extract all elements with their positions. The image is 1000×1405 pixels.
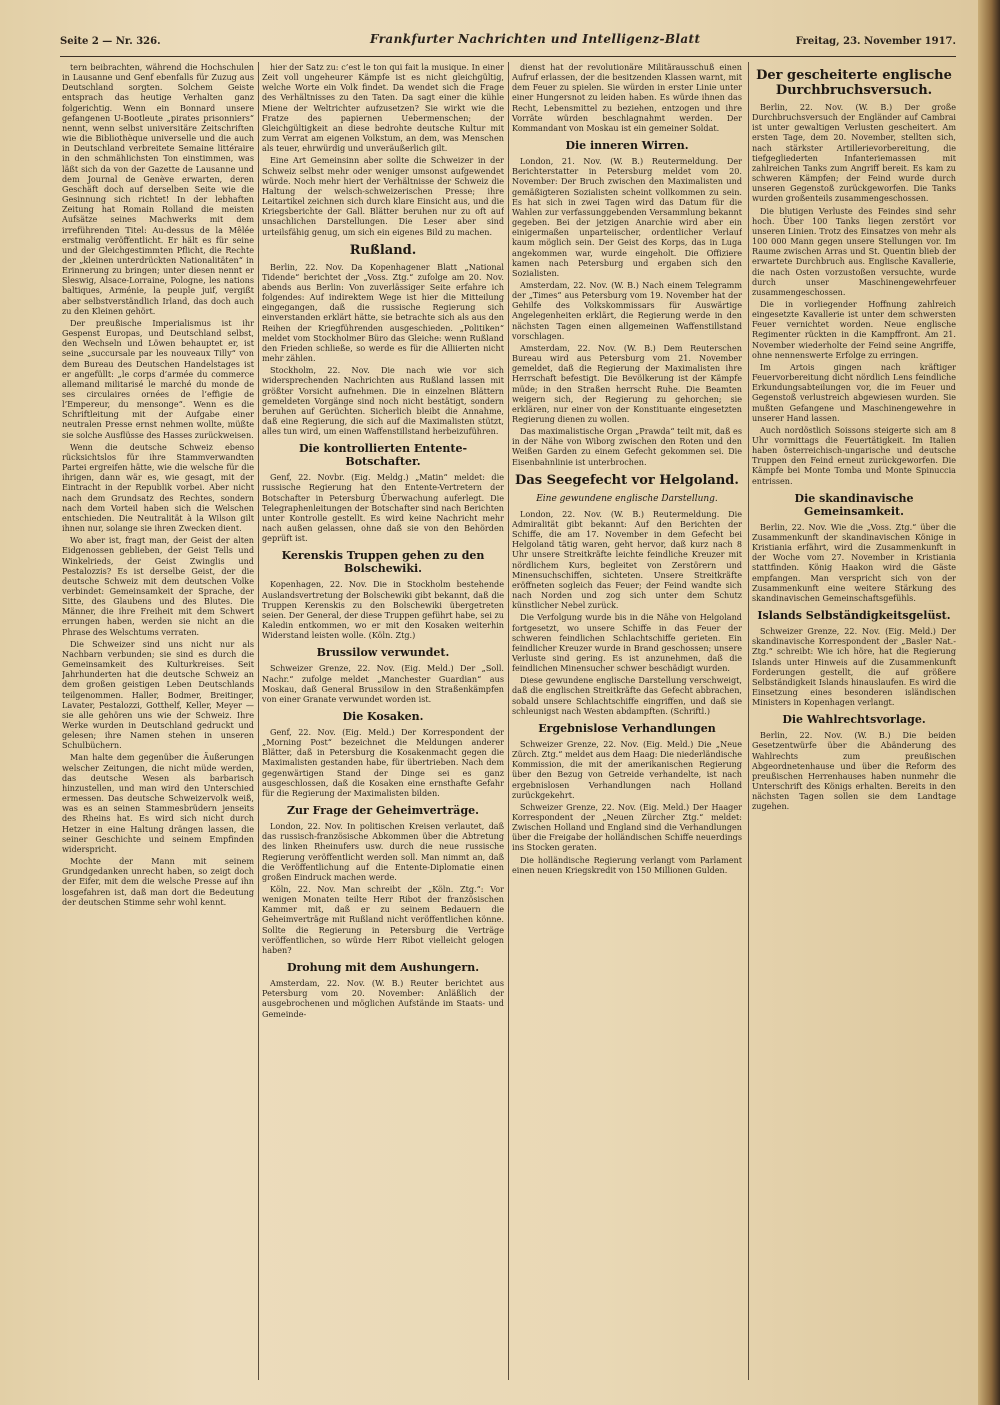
article-paragraph: Schweizer Grenze, 22. Nov. (Eig. Meld.) Der Haager Korrespondent der „Neuen Zürcher Ztg.“ meldet: Zwischen Holland und England sind die Verhandlungen über die Freigabe der holländischen Schiffe neuerdings ins Stocken geraten.	[512, 801, 742, 853]
article-paragraph: Amsterdam, 22. Nov. (W. B.) Nach einem Telegramm der „Times“ aus Petersburg vom 19. November hat der Gehilfe des Volkskommissars für Auswärtige Angelegenheiten erklärt, die Regierung werde in den nächsten Tagen einen allgemeinen Waffenstillstand vorschlagen.	[512, 279, 742, 341]
newspaper-title: Frankfurter Nachrichten und Intelligenz-Blatt	[370, 32, 701, 46]
article-paragraph: Schweizer Grenze, 22. Nov. (Eig. Meld.) Der skandinavische Korrespondent der „Basler Nat.-Ztg.“ schreibt: Wie ich höre, hat die Regierung Islands unter Hinweis auf die Zusammenkunft Forderungen gestellt, die auf größere Selbständigkeit Islands hinauslaufen. Es wird die Einsetzung eines besonderen isländischen Ministers in Kopenhagen verlangt.	[752, 626, 956, 708]
article-paragraph: Das maximalistische Organ „Prawda“ teilt mit, daß es in der Nähe von Wiborg zwischen den Roten und den Weißen Garden zu einem Gefecht gekommen sei. Die Eisenbahnlinie ist unterbrochen.	[512, 426, 742, 467]
article-paragraph: Schweizer Grenze, 22. Nov. (Eig. Meld.) Der „Soll. Nachr.“ zufolge meldet „Manchester Guardian“ aus Moskau, daß General Brussilow in den Straßenkämpfen von einer Granate verwundet worden ist.	[262, 663, 504, 704]
column-divider	[258, 62, 259, 1380]
page-edge-shadow	[978, 0, 1000, 1405]
article-paragraph: Mochte der Mann mit seinem Grundgedanken unrecht haben, so zeigt doch der Eifer, mit dem die welsche Presse auf ihn losgefahren ist, daß man dort die Bedeutung der deutschen Stimme sehr wohl kennt.	[62, 856, 254, 907]
article-headline: Die inneren Wirren.	[565, 139, 689, 153]
article-headline: Zur Frage der Geheimverträge.	[287, 804, 479, 818]
article-paragraph: Schweizer Grenze, 22. Nov. (Eig. Meld.) Die „Neue Zürch. Ztg.“ meldet aus dem Haag: Die niederländische Kommission, die mit der amerikanischen Regierung über den Bezug von Getreide verhandelte, ist nach ergebnislosen Verhandlungen nach Holland zurückgekehrt.	[512, 738, 742, 800]
column-4	[752, 62, 956, 1380]
article-paragraph: Amsterdam, 22. Nov. (W. B.) Reuter berichtet aus Petersburg vom 20. November: Anläßlich der ausgebrochenen und möglichen Aufstände im Staats- und Gemeinde-	[262, 978, 504, 1019]
article-headline: Der gescheiterte englische Durchbruchsversuch.	[756, 68, 952, 98]
article-paragraph: London, 22. Nov. (W. B.) Reutermeldung. Die Admiralität gibt bekannt: Auf den Berichten der Schiffe, die am 17. November in dem Gefecht bei Helgoland tätig waren, geht hervor, daß kurz nach 8 Uhr unsere Streitkräfte leichte feindliche Kreuzer mit nördlichem Kurs, begleitet von Zerstörern und Minensuchschiffen, sichteten. Unsere Streitkräfte eröffneten sogleich das Feuer; der Feind wandte sich nach Norden und zog sich unter dem Schutz künstlicher Nebel zurück.	[512, 508, 742, 611]
article-paragraph: Kopenhagen, 22. Nov. Die in Stockholm bestehende Auslandsvertretung der Bolschewiki gibt bekannt, daß die Truppen Kerenskis zu den Bolschewiki übergetreten seien. Der General, der diese Truppen geführt habe, sei zu Kaledin entkommen, wo er mit den Kosaken weiterhin Widerstand leisten wolle. (Köln. Ztg.)	[262, 579, 504, 641]
article-headline: Das Seegefecht vor Helgoland.	[515, 472, 739, 488]
page-header	[60, 32, 956, 54]
article-paragraph: Berlin, 22. Nov. (W. B.) Der große Durchbruchsversuch der Engländer auf Cambrai ist unter gewaltigen Verlusten gescheitert. Am ersten Tage, dem 20. November, stellten sich, nach stärkster Artillerievorbereitung, die tiefgegliederten Infanteriemassen mit zahlreichen Tanks zum Angriff bereit. Es kam zu schweren Kämpfen; der Feind wurde durch unseren Gegenstoß zurückgeworfen. Die Tanks wurden großenteils zusammengeschossen.	[752, 102, 956, 204]
article-paragraph: Genf, 22. Nov. (Eig. Meld.) Der Korrespondent der „Morning Post“ bezeichnet die Meldungen anderer Blätter, daß in Petersburg die Kosakenmacht gegen die Maximalisten gestanden habe, für übertrieben. Nach dem gegenwärtigen Stand der Dinge sei es ganz ausgeschlossen, daß die Kosaken eine ernsthafte Gefahr für die Regierung der Maximalisten bilden.	[262, 726, 504, 798]
article-headline: Islands Selbständigkeitsgelüst.	[757, 609, 951, 623]
article-paragraph: Wo aber ist, fragt man, der Geist der alten Eidgenossen geblieben, der Geist Tells und Winkelrieds, der Geist Zwinglis und Pestalozzis? Es ist derselbe Geist, der die deutsche Schweiz mit dem deutschen Volke verbindet: Gemeinsamkeit der Sprache, der Sitte, des Glaubens und des Blutes. Die Männer, die ihre Freiheit mit dem Schwert errungen haben, werden sie nicht an die Phrase des Welschtums verraten.	[62, 535, 254, 637]
article-headline: Die skandinavische Gemeinsamkeit.	[794, 491, 914, 518]
article-headline: Rußland.	[349, 242, 417, 258]
article-paragraph: London, 22. Nov. In politischen Kreisen verlautet, daß das russisch-französische Abkommen über die Abtretung des linken Rheinufers usw. durch die neue russische Regierung veröffentlicht werden soll. Man nimmt an, daß die Veröffentlichung auf die Entente-Diplomatie einen großen Eindruck machen werde.	[262, 821, 504, 882]
article-paragraph: Die holländische Regierung verlangt vom Parlament einen neuen Kriegskredit von 150 Millionen Gulden.	[512, 854, 742, 875]
article-paragraph: Die in vorliegender Hoffnung zahlreich eingesetzte Kavallerie ist unter dem schwersten Feuer vernichtet worden. Neue englische Regimenter rückten in die Kampffront. Am 21. November wiederholte der Feind seine Angriffe, ohne nennenswerte Erfolge zu erringen.	[752, 298, 956, 360]
article-paragraph: dienst hat der revolutionäre Militärausschuß einen Aufruf erlassen, der die besitzenden Klassen warnt, mit dem Feuer zu spielen. Sie würden in erster Linie unter einer Hungersnot zu leiden haben. Es würde ihnen das Recht, Lebensmittel zu beziehen, entzogen und ihre Vorräte würden beschlagnahmt werden. Der Kommandant von Moskau ist ein gemeiner Soldat.	[512, 62, 742, 133]
article-paragraph: Berlin, 22. Nov. (W. B.) Die beiden Gesetzentwürfe über die Abänderung des Wahlrechts zum preußischen Abgeordnetenhause und über die Reform des preußischen Herrenhauses haben nunmehr die Unterschrift des Königs erhalten. Bereits in den nächsten Tagen sollen sie dem Landtage zugehen.	[752, 730, 956, 812]
article-paragraph: Die blutigen Verluste des Feindes sind sehr hoch. Über 100 Tanks liegen zerstört vor unseren Linien. Trotz des Einsatzes von mehr als 100 000 Mann gegen unsere Stellungen vor. Im Raume zwischen Arras und St. Quentin blieb der erwartete Durchbruch aus. Englische Kavallerie, die nach Osten vorzustoßen versuchte, wurde durch unser Maschinengewehrfeuer zusammengeschossen.	[752, 205, 956, 297]
article-paragraph: Berlin, 22. Nov. Da Kopenhagener Blatt „National Tidende“ berichtet der „Voss. Ztg.“ zufolge am 20. Nov. abends aus Berlin: Von zuverlässiger Seite erfahre ich folgendes: Auf indirektem Wege ist hier die Mitteilung eingegangen, daß die russische Regierung sich einverstanden erklärt hätte, sie betrachte sich als aus den Reihen der Kriegführenden ausgeschieden. „Politiken“ meldet vom Stockholmer Büro das Gleiche: wenn Rußland den Frieden schließe, so werde es für die Alliierten nicht mehr zählen.	[262, 261, 504, 364]
article-paragraph: Eine Art Gemeinsinn aber sollte die Schweizer in der Schweiz selbst mehr oder weniger umsonst aufgewendet würde. Noch mehr hiert der Verhältnisse der Schweiz die Haltung der welsch-schweizerischen Presse; ihre Leitartikel zeichnen sich durch klare Einsicht aus, und die Kriegsberichte der Gall. Blätter beruhen nur zu oft auf unsachlichen Darstellungen. Die Leser aber sind urteilsfähig genug, um sich ein eigenes Bild zu machen.	[262, 155, 504, 237]
article-paragraph: Die Verfolgung wurde bis in die Nähe von Helgoland fortgesetzt, wo unsere Schiffe in das Feuer der schweren feindlichen Schlachtschiffe gerieten. Ein feindlicher Kreuzer wurde in Brand geschossen; unsere Verluste sind gering. Es ist anzunehmen, daß die feindlichen Minensucher schwer beschädigt wurden.	[512, 612, 742, 674]
article-paragraph: Der preußische Imperialismus ist ihr Gespenst Europas, und Deutschland selbst, den Wechseln und Löwen behauptet er, ist seine „succursale par les nouveaux Tilly“ von dem Bureau des Deutschen Handelstages ist er angefüllt: „le corps d’armée du commerce allemand militarisé le marché du monde de ses circulaires ornées de l’effigie de l’Empereur, du mensonge“. Wenn es die Schriftleitung mit der Aufgabe einer neutralen Presse ernst nehmen wollte, müßte sie solche Ausflüsse des Hasses zurückweisen.	[62, 317, 254, 440]
article-paragraph: Man halte dem gegenüber die Äußerungen welscher Zeitungen, die nicht müde werden, das deutsche Wesen als barbarisch hinzustellen, und man wird den Unterschied ermessen. Das deutsche Schweizervolk weiß, was es an seinen Stammesbrüdern jenseits des Rheins hat. Es wird sich nicht durch Hetzer in eine Haltung drängen lassen, die seiner Geschichte und seinem Empfinden widerspricht.	[62, 752, 254, 854]
article-paragraph: Stockholm, 22. Nov. Die nach wie vor sich widersprechenden Nachrichten aus Rußland lassen mit größter Vorsicht aufnehmen. Die in einzelnen Blättern gemeldeten Vorgänge sind noch nicht bestätigt, sondern beruhen auf Gerüchten. Sicherlich bleibt die Annahme, daß eine Regierung, die sich auf die Maximalisten stützt, alles tun wird, um einen Waffenstillstand herbeizuführen.	[262, 365, 504, 437]
article-headline: Drohung mit dem Aushungern.	[286, 961, 480, 975]
column-2	[262, 62, 504, 1380]
page-number: Seite 2 — Nr. 326.	[60, 36, 161, 47]
header-rule	[60, 56, 956, 57]
issue-date: Freitag, 23. November 1917.	[795, 36, 956, 47]
article-paragraph: Die Schweizer sind uns nicht nur als Nachbarn verbunden; sie sind es durch die Gemeinsamkeit des Kulturkreises. Seit Jahrhunderten hat die deutsche Schweiz an dem großen geistigen Leben Deutschlands teilgenommen. Haller, Bodmer, Breitinger, Lavater, Pestalozzi, Gotthelf, Keller, Meyer — sie alle gehören uns wie der Schweiz. Ihre Werke wurden in Deutschland gedruckt und gelesen; ihre Namen stehen in unseren Schulbüchern.	[62, 638, 254, 751]
article-headline: Eine gewundene englische Darstellung.	[536, 493, 718, 504]
article-headline: Die Kosaken.	[342, 709, 424, 723]
article-paragraph: tern beibrachten, während die Hochschulen in Lausanne und Genf ebenfalls für Zuzug aus Deutschland sorgten. Solchem Geiste entsprach das heutige Verhalten ganz folgerichtig. Wenn ein Bonnard unsere gefangenen U-Bootleute „pirates prisonniers“ nennt, wenn selbst universitäre Zeitschriften wie die Bibliothèque universelle und die auch in Deutschland verbreitete Semaine littéraire in den schmählichsten Ton einstimmen, was läßt sich da von der Gazette de Lausanne und dem Journal de Genève erwarten, deren Geschäft doch auf derselben Seite wie die Gesinnung sich richtet! In der lebhaften Zeitung hat Romain Rolland die meisten Aufsätze seines Machwerks mit dem irreführenden Titel: Au-dessus de la Mêlée erstmalig veröffentlicht. Er hält es für seine und der Gleichgestimmten Pflicht, die Rechte der „kleinen unterdrückten Nationalitäten“ in Erinnerung zu bringen; unter diesen nennt er Sleswig, Alsace-Lorraine, Pologne, les nations baltiques, Arménie, la peuple juif, vergißt aber selbstverständlich Irland, das doch auch zu den Kleinen gehört.	[62, 62, 254, 316]
article-paragraph: hier der Satz zu: c’est le ton qui fait la musique. In einer Zeit voll ungeheurer Kämpfe ist es nicht gleichgültig, welche Worte ein Volk findet. Da wendet sich die Frage des Verhältnisses zu den Taten. Da sagt einer die kühle Miene der Weltrichter aufzusetzen? Sie wirkt wie die Fratze des papiernen Uebermenschen; der Gleichgültigkeit an diese bedrohte deutsche Kultur mit zum Verrat am eigenen Volkstum, an dem, was Menschen als teuer, ehrwürdig und unveräußerlich gilt.	[262, 62, 504, 154]
column-1	[62, 62, 254, 1380]
article-paragraph: Wenn die deutsche Schweiz ebenso rücksichtslos für ihre Stammverwandten Partei ergreifen hätte, wie die welsche für die ihrigen, dann wär es, wie gesagt, mit der Eintracht in der Republik vorbei. Aber nicht nach dem Grundsatz des Rechtes, sondern nach dem Vorteil haben sich die Welschen entschieden. Die Neutralität à la Wilson gilt ihnen nur, solange sie ihren Zwecken dient.	[62, 441, 254, 534]
article-headline: Die Wahlrechtsvorlage.	[782, 713, 926, 727]
article-paragraph: Auch nordöstlich Soissons steigerte sich am 8 Uhr vormittags die Feuertätigkeit. Im Italien haben österreichisch-ungarische und deutsche Truppen den Feind erneut zurückgeworfen. Die Kämpfe bei Monte Tomba und Monte Spinuccia entrissen.	[752, 424, 956, 486]
article-paragraph: Amsterdam, 22. Nov. (W. B.) Dem Reuterschen Bureau wird aus Petersburg vom 21. November gemeldet, daß die Regierung der Maximalisten ihre Herrschaft befestigt. Die Bevölkerung ist der Kämpfe müde; in den Straßen herrscht Ruhe. Die Beamten weigern sich, der Regierung zu gehorchen; sie erklären, nur einer von der Konstituante eingesetzten Regierung dienen zu wollen.	[512, 342, 742, 424]
column-divider	[748, 62, 749, 1380]
column-divider	[508, 62, 509, 1380]
article-paragraph: Köln, 22. Nov. Man schreibt der „Köln. Ztg.“: Vor wenigen Monaten teilte Herr Ribot der französischen Kammer mit, daß er zu seinem Bedauern die Geheimverträge mit Rußland nicht veröffentlichen könne. Sollte die Regierung in Petersburg die Verträge veröffentlichen, so würde Herr Ribot vielleicht gelogen haben?	[262, 884, 504, 955]
article-paragraph: London, 21. Nov. (W. B.) Reutermeldung. Der Berichterstatter in Petersburg meldet vom 20. November: Der Bruch zwischen den Maximalisten und gemäßigteren Sozialisten scheint vollkommen zu sein. Es hat sich in zwei Tagen wird das Datum für die Wahlen zur verfassunggebenden Versammlung bekannt gegeben. Bei der jetzigen Anarchie wird aber ein einigermaßen unparteiischer, ordentlicher Verlauf kaum möglich sein. Der Geist des Korps, das in Luga angekommen war, wurde eingeholt. Die Offiziere kamen nach Petersburg und ergaben sich den Sozialisten.	[512, 156, 742, 278]
article-headline: Brussilow verwundet.	[316, 646, 450, 660]
article-headline: Ergebnislose Verhandlungen	[538, 721, 716, 735]
article-paragraph: Diese gewundene englische Darstellung verschweigt, daß die englischen Streitkräfte das Gefecht abbrachen, sobald unsere Schlachtschiffe eingriffen, und daß sie schleunigst nach Westen abdampften. (Schriftl.)	[512, 675, 742, 716]
article-paragraph: Genf, 22. Novbr. (Eig. Meldg.) „Matin“ meldet: die russische Regierung hat den Entente-Vertretern der Botschafter in Petersburg Überwachung auferlegt. Die Telegraphenleitungen der Botschafter sind nach Berichten unter Kontrolle gestellt. Es wird keine Nachricht mehr nach außen gelassen, ohne daß sie von den Behörden geprüft ist.	[262, 472, 504, 544]
article-headline: Die kontrollierten Entente-Botschafter.	[298, 442, 468, 469]
article-paragraph: Berlin, 22. Nov. Wie die „Voss. Ztg.“ über die Zusammenkunft der skandinavischen Könige in Kristiania erfährt, wird die Zusammenkunft in der Woche vom 27. November in Kristiania stattfinden. König Haakon wird die Gäste empfangen. Man verspricht sich von der Zusammenkunft eine weitere Stärkung des skandinavischen Gemeinschaftsgefühls.	[752, 521, 956, 603]
column-3	[512, 62, 742, 1380]
article-paragraph: Im Artois gingen nach kräftiger Feuervorbereitung dicht nördlich Lens feindliche Erkundungsabteilungen vor, die im Feuer und Gegenstoß verlustreich abgewiesen wurden. Sie mußten Gefangene und Maschinengewehre in unserer Hand lassen.	[752, 361, 956, 423]
article-headline: Kerenskis Truppen gehen zu den Bolschewiki.	[281, 549, 485, 576]
